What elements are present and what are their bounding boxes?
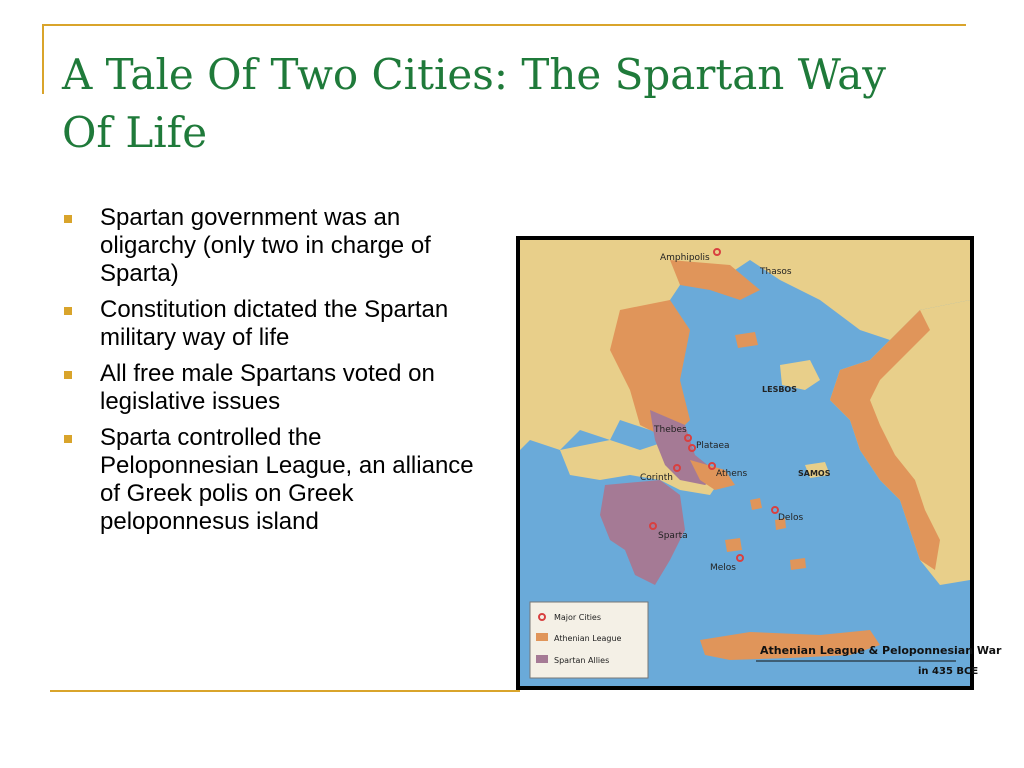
map-label-delos: Delos (778, 513, 804, 523)
island (790, 558, 806, 570)
bullet-square-icon (64, 307, 72, 315)
island (750, 498, 762, 510)
bullet-item (62, 204, 482, 288)
map-label-plataea: Plataea (696, 441, 730, 451)
bullet-square-icon (64, 435, 72, 443)
map-label-amphipolis: Amphipolis (660, 253, 710, 263)
map-label-athens: Athens (716, 469, 748, 479)
map-label-thebes: Thebes (654, 425, 687, 435)
bullet-square-icon (64, 371, 72, 379)
left-border-line (42, 24, 44, 94)
greece-map (516, 236, 1002, 690)
bullet-text: All free male Spartans voted on legislative issues (100, 360, 435, 415)
legend-label-cities: Major Cities (554, 613, 602, 622)
map-label-corinth: Corinth (640, 473, 673, 483)
top-border-line (42, 24, 966, 26)
map-label-thasos: Thasos (760, 267, 792, 277)
map-legend (530, 602, 648, 678)
legend-swatch-athenian (536, 633, 548, 641)
map-caption-date: in 435 BCE (918, 666, 979, 677)
map-label-lesbos: LESBOS (762, 385, 797, 394)
bullet-item (62, 424, 482, 536)
map-label-samos: SAMOS (798, 469, 831, 478)
bullet-text: Sparta controlled the Peloponnesian League, an alliance of Greek polis on Greek peloponnesus island (100, 424, 474, 535)
bottom-border-line (50, 690, 520, 692)
legend-label-spartan: Spartan Allies (554, 656, 610, 665)
bullet-item (62, 296, 482, 352)
map-label-sparta: Sparta (658, 531, 688, 541)
bullet-item (62, 360, 482, 416)
bullet-text: Spartan government was an oligarchy (only two in charge of Sparta) (100, 204, 431, 287)
bullet-text: Constitution dictated the Spartan military way of life (100, 296, 449, 351)
legend-label-athenian: Athenian League (554, 634, 622, 643)
bullet-square-icon (64, 215, 72, 223)
map-svg (520, 240, 1002, 686)
legend-swatch-spartan (536, 655, 548, 663)
map-label-melos: Melos (710, 563, 736, 573)
map-caption-title: Athenian League & Peloponnesian War (760, 644, 1002, 657)
slide-title: A Tale Of Two Cities: The Spartan Way Of Life (62, 50, 886, 157)
bullet-list (62, 204, 482, 544)
island (725, 538, 742, 552)
